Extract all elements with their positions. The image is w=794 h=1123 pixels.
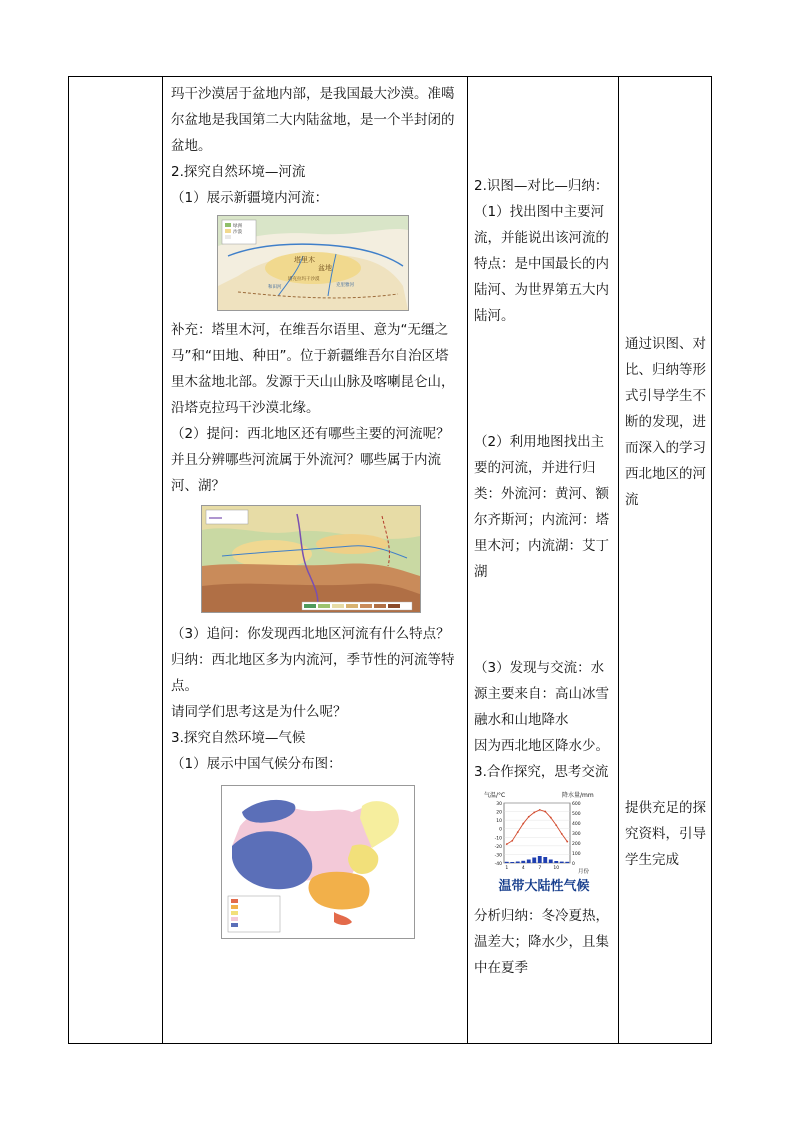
chart-precip-bar <box>565 862 569 863</box>
chart-precip-bar <box>543 857 547 863</box>
map1-label-basin: 盆地 <box>318 264 332 272</box>
chart-y2tick-label: 300 <box>572 832 581 837</box>
chart-precip-bar <box>532 858 536 864</box>
chart-temp-point <box>533 812 535 814</box>
chart-y2tick-label: 0 <box>572 862 575 867</box>
map1-legend-desert: 沙漠 <box>233 230 242 235</box>
student-activity-column <box>468 77 618 981</box>
chart-temp-point <box>511 840 513 842</box>
chart-xtick-label: 4 <box>521 866 525 871</box>
chart-ytick-label: 0 <box>499 827 502 833</box>
chart-y2tick-label: 500 <box>572 812 581 817</box>
climate-chart-caption: 温带大陆性气候 <box>498 879 590 894</box>
lesson-table <box>68 76 712 1044</box>
river-question-3: （3）追问：你发现西北地区河流有什么特点？ <box>171 626 450 642</box>
river-summary: 归纳：西北地区多为内流河，季节性的河流等特点。 <box>171 652 455 694</box>
student-task-heading: 2.识图—对比—归纳： <box>474 178 609 194</box>
china-climate-map <box>221 785 415 939</box>
chart-y2tick-label: 200 <box>572 842 581 847</box>
map1-label-desert-name: 塔克拉玛干沙漠 <box>288 277 320 282</box>
chart-temp-point <box>522 823 524 825</box>
chart-ytick-label: -10 <box>494 836 502 842</box>
chart-temp-point <box>550 817 552 819</box>
chart-precip-bar <box>560 862 564 863</box>
climate-chart <box>478 789 598 875</box>
xinjiang-river-map <box>217 215 409 311</box>
chart-precip-bar <box>516 862 520 864</box>
chart-precip-bar <box>510 862 514 863</box>
xinjiang-river-map-graphic <box>218 216 408 310</box>
chart-xtick-label: 10 <box>553 866 560 871</box>
think-prompt: 请同学们思考这是为什么呢？ <box>171 704 347 720</box>
map1-label-keriya: 克里雅河 <box>336 283 354 288</box>
chart-ytick-label: -30 <box>494 853 502 859</box>
cooperative-inquiry-heading: 3.合作探究，思考交流 <box>474 764 609 780</box>
student-answer-3b: 因为西北地区降水少。 <box>474 738 609 754</box>
design-intent-column <box>619 77 713 873</box>
river-section-heading: 2.探究自然环境—河流 <box>171 164 306 180</box>
chart-temp-point <box>517 831 519 833</box>
china-climate-map-graphic <box>222 786 414 938</box>
chart-xlabel: 月份 <box>578 869 590 875</box>
chart-frame <box>504 803 570 863</box>
river-prompt-1: （1）展示新疆境内河流： <box>171 190 329 206</box>
chart-precip-bar <box>527 860 531 864</box>
chart-precip-bar <box>505 862 509 863</box>
chart-temp-point <box>544 811 546 813</box>
chart-temp-line <box>507 810 568 844</box>
student-answer-3: （3）发现与交流：水源主要来自：高山冰雪融水和山地降水 <box>474 660 609 728</box>
chart-ytick-label: 10 <box>496 819 502 825</box>
chart-temp-point <box>561 833 563 835</box>
map1-label-tarim: 塔里木 <box>294 256 315 264</box>
chart-temp-point <box>539 809 541 811</box>
tarim-supplement: 补充：塔里木河，在维吾尔语里、意为“无缰之马”和“田地、种田”。位于新疆维吾尔自治区塔里木盆地北部。发源于天山山脉及喀喇昆仑山，沿塔克拉玛干沙漠北缘。 <box>171 322 455 416</box>
chart-temp-point <box>555 824 557 826</box>
chart-precip-bar <box>538 856 542 863</box>
map1-label-hotan: 和田河 <box>268 285 282 290</box>
design-note-2: 提供充足的探究资料，引导学生完成 <box>625 800 706 868</box>
student-answer-2: （2）利用地图找出主要的河流，并进行归类：外流河：黄河、额尔齐斯河；内流河：塔里木河；内流湖：艾丁湖 <box>474 434 609 580</box>
chart-precip-bar <box>554 861 558 863</box>
chart-ytick-label: -40 <box>494 862 502 867</box>
teacher-activity-column <box>163 77 467 939</box>
design-note-1: 通过识图、对比、归纳等形式引导学生不断的发现，进而深入的学习西北地区的河流 <box>625 336 706 508</box>
chart-ylabel: 气温/°C <box>484 792 506 799</box>
chart-ytick-label: 20 <box>496 810 502 816</box>
chart-ytick-label: -20 <box>494 844 502 850</box>
chart-y2tick-label: 100 <box>572 852 581 857</box>
northwest-topo-map-graphic <box>202 506 420 612</box>
student-answer-1: （1）找出图中主要河流，并能说出该河流的特点：是中国最长的内陆河、为世界第五大内陆河。 <box>474 204 609 324</box>
northwest-topo-map <box>201 505 421 613</box>
chart-temp-point <box>506 843 508 845</box>
chart-y2tick-label: 400 <box>572 822 581 827</box>
chart-y2label: 降水量/mm <box>562 792 594 799</box>
chart-temp-point <box>566 841 568 843</box>
river-question-2: （2）提问：西北地区还有哪些主要的河流呢？并且分辨哪些河流属于外流河？哪些属于内流河、湖？ <box>171 426 450 494</box>
climate-section-heading: 3.探究自然环境—气候 <box>171 730 306 746</box>
climate-chart-svg <box>478 789 598 875</box>
chart-xtick-label: 7 <box>538 866 542 871</box>
chart-precip-bar <box>549 860 553 864</box>
chart-temp-point <box>528 816 530 818</box>
chart-xtick-label: 1 <box>505 866 509 871</box>
chart-ytick-label: 30 <box>496 802 502 807</box>
student-analysis: 分析归纳：冬冷夏热，温差大；降水少，且集中在夏季 <box>474 908 609 976</box>
map1-legend-oasis: 绿洲 <box>233 224 242 229</box>
chart-y2tick-label: 600 <box>572 802 581 807</box>
chart-precip-bar <box>521 861 525 863</box>
climate-prompt: （1）展示中国气候分布图： <box>171 756 342 772</box>
basin-text: 玛干沙漠居于盆地内部，是我国最大沙漠。准噶尔盆地是我国第二大内陆盆地，是一个半封闭的盆地。 <box>171 86 455 154</box>
